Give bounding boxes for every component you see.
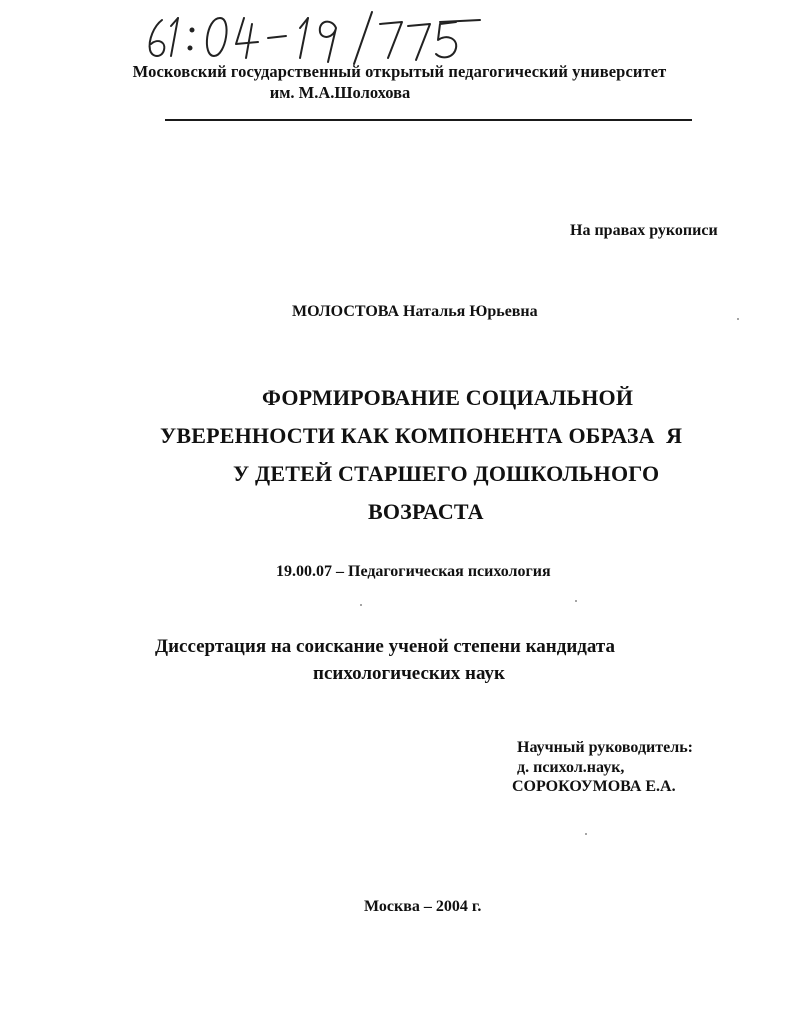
university-named-after: им. М.А.Шолохова [269, 83, 411, 102]
scan-speck [585, 833, 587, 835]
scan-speck [575, 600, 577, 602]
title-line-2: УВЕРЕННОСТИ КАК КОМПОНЕНТА ОБРАЗА Я [160, 423, 683, 448]
specialty-code: 19.00.07 – Педагогическая психология [276, 563, 551, 580]
scan-speck [360, 604, 362, 606]
handwritten-library-code [140, 6, 520, 68]
dissertation-statement-line-1: Диссертация на соискание ученой степени кандидата [155, 636, 615, 657]
scan-speck [737, 318, 739, 320]
supervisor-degree: д. психол.наук, [517, 759, 625, 776]
city-and-year: Москва – 2004 г. [364, 898, 482, 915]
author-name: МОЛОСТОВА Наталья Юрьевна [292, 303, 538, 320]
supervisor-label: Научный руководитель: [517, 739, 693, 756]
manuscript-note: На правах рукописи [570, 222, 718, 239]
header-divider [165, 119, 692, 121]
dissertation-statement-line-2: психологических наук [313, 663, 505, 684]
title-line-3: У ДЕТЕЙ СТАРШЕГО ДОШКОЛЬНОГО [233, 461, 660, 486]
title-line-1: ФОРМИРОВАНИЕ СОЦИАЛЬНОЙ [262, 385, 634, 410]
title-line-4: ВОЗРАСТА [368, 499, 484, 524]
supervisor-name: СОРОКОУМОВА Е.А. [512, 778, 676, 795]
university-name: Московский государственный открытый педагогический университет [132, 62, 667, 81]
